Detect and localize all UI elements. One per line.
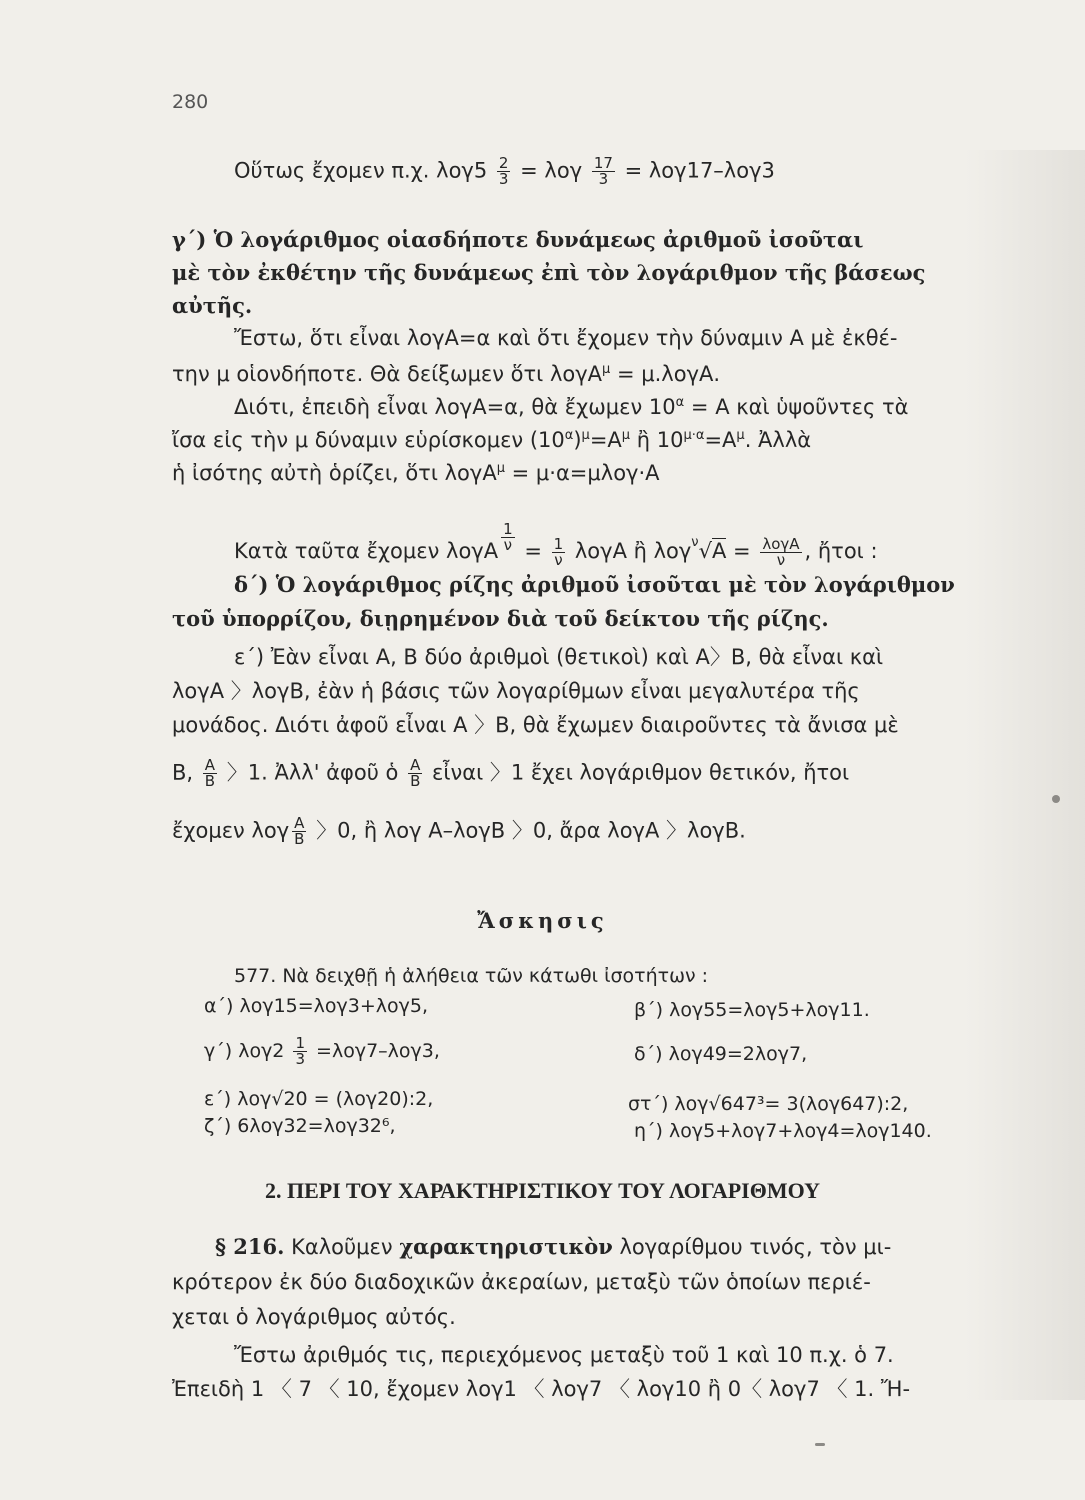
exercise-item-z: ζ΄) 6λογ32=λογ32⁶, (204, 1115, 396, 1137)
fraction: $\frac{A}{B}$ (410, 756, 421, 790)
ratio-line: Β, $\frac{A}{B}$ 〉1. Ἀλλ' ἀφοῦ ὁ $\frac{A}{B}$ εἶναι 〉1 ἔχει λογάριθμον θετικόν, ἤτοι (172, 756, 850, 790)
paragraph-216-line-5: Ἐπειδὴ 1 〈 7 〈 10, ἔχομεν λογ1 〈 λογ7 〈 λογ10 ἢ 0〈 λογ7 〈 1. Ἤ- (172, 1377, 911, 1401)
rule-gamma-line-3: αὐτῆς. (172, 293, 253, 318)
fraction: $\frac{2}{3}$ (498, 154, 509, 188)
paragraph-number: § 216. (215, 1234, 285, 1259)
root-log-formula: Κατὰ ταῦτα ἔχομεν λογΑ $\frac{1}{\nu}$ = $\frac{1}{\nu}$ λογΑ ἢ λογ$^\nu$√Α = $\frac{\text{λογΑ}}{\nu}$ , ἤτοι : (234, 520, 878, 569)
exercise-item-st: στ΄) λογ√647³= 3(λογ647):2, (628, 1093, 909, 1115)
fraction: $\frac{1}{3}$ (295, 1034, 305, 1068)
print-mark (815, 1443, 825, 1446)
proof-line: ἡ ἰσότης αὐτὴ ὁρίζει, ὅτι λογΑ$^\mu$ = μ·α=μλογ·Α (172, 461, 660, 485)
rule-delta-line-1: δ΄) Ὁ λογάριθμος ρίζης ἀριθμοῦ ἰσοῦται μὲ τὸν λογάριθμον (234, 572, 955, 597)
exercise-intro: 577. Νὰ δειχθῇ ἡ ἀλήθεια τῶν κάτωθι ἰσοτήτων : (234, 965, 709, 987)
fraction: $\frac{1}{\nu}$ (553, 534, 564, 569)
rule-delta-line-2: τοῦ ὑπορρίζου, διῃρημένον διὰ τοῦ δείκτου τῆς ρίζης. (172, 606, 829, 631)
page-number: 280 (172, 91, 209, 113)
page-bleed-shadow (965, 150, 1085, 1400)
exercise-heading: Ἄσκησις (477, 908, 608, 933)
exercise-item-h: η΄) λογ5+λογ7+λογ4=λογ140. (634, 1120, 932, 1142)
paragraph-216-line-3: χεται ὁ λογάριθμος αὐτός. (172, 1305, 456, 1329)
paragraph-216-line-1: § 216. Καλοῦμεν χαρακτηριστικὸν λογαρίθμου τινός, τὸν μι- (215, 1234, 892, 1259)
defined-term: χαρακτηριστικὸν (399, 1234, 613, 1259)
epsilon-line: ε΄) Ἐὰν εἶναι Α, Β δύο ἀριθμοὶ (θετικοὶ) καὶ Α〉Β, θὰ εἶναι καὶ (234, 645, 884, 669)
proof-line: την μ οἱονδήποτε. Θὰ δείξωμεν ὅτι λογΑ$^\mu$ = μ.λογΑ. (172, 362, 721, 386)
exercise-item-c: γ΄) λογ2 $\frac{1}{3}$ =λογ7–λογ3, (204, 1034, 440, 1068)
example-log-fraction: Οὕτως ἔχομεν π.χ. λογ5 $\frac{2}{3}$ = λογ $\frac{17}{3}$ = λογ17–λογ3 (234, 154, 775, 188)
fraction: $\frac{\text{λογΑ}}{\nu}$ (762, 534, 800, 569)
epsilon-line: μονάδος. Διότι ἀφοῦ εἶναι Α 〉Β, θὰ ἔχωμεν διαιροῦντες τὰ ἄνισα μὲ (172, 713, 899, 737)
print-mark (1052, 795, 1060, 803)
rule-gamma-line-1: γ΄) Ὁ λογάριθμος οἱασδήποτε δυνάμεως ἀριθμοῦ ἰσοῦται (172, 227, 864, 252)
ratio-conclusion-line: ἔχομεν λογ $\frac{A}{B}$ 〉0, ἢ λογ Α–λογΒ 〉0, ἄρα λογΑ 〉λογΒ. (172, 814, 746, 848)
rule-gamma-line-2: μὲ τὸν ἐκθέτην τῆς δυνάμεως ἐπὶ τὸν λογάριθμον τῆς βάσεως (172, 260, 926, 285)
exercise-item-e: ε΄) λογ√20 = (λογ20):2, (204, 1088, 434, 1110)
fraction: $\frac{A}{B}$ (294, 814, 305, 848)
fraction: $\frac{17}{3}$ (593, 154, 613, 188)
paragraph-216-line-2: κρότερον ἐκ δύο διαδοχικῶν ἀκεραίων, μεταξὺ τῶν ὁποίων περιέ- (172, 1270, 871, 1294)
proof-line: Ἔστω, ὅτι εἶναι λογΑ=α καὶ ὅτι ἔχομεν τὴν δύναμιν Α μὲ ἐκθέ- (234, 326, 898, 350)
exercise-item-d: δ΄) λογ49=2λογ7, (634, 1043, 808, 1065)
proof-line: Διότι, ἐπειδὴ εἶναι λογΑ=α, θὰ ἔχωμεν $10^\alpha = A$ καὶ ὑψοῦντες τὰ (234, 395, 909, 419)
fraction: $\frac{A}{B}$ (204, 756, 216, 790)
fraction-exponent: $\frac{1}{\nu}$ (503, 520, 513, 554)
section-title: 2. ΠΕΡΙ ΤΟΥ ΧΑΡΑΚΤΗΡΙΣΤΙΚΟΥ ΤΟΥ ΛΟΓΑΡΙΘΜΟΥ (264, 1178, 821, 1203)
exercise-item-b: β΄) λογ55=λογ5+λογ11. (634, 999, 870, 1021)
epsilon-line: λογΑ 〉λογΒ, ἐὰν ἡ βάσις τῶν λογαρίθμων εἶναι μεγαλυτέρα τῆς (172, 679, 860, 703)
proof-line: ἴσα εἰς τὴν μ δύναμιν εὑρίσκομεν $(10^\alpha)^\mu=A^\mu$ ἢ $10^{\mu\cdot\alpha}=A^\mu$. Ἀλλὰ (172, 428, 812, 452)
exercise-item-a: α΄) λογ15=λογ3+λογ5, (204, 995, 429, 1017)
paragraph-216-line-4: Ἔστω ἀριθμός τις, περιεχόμενος μεταξὺ τοῦ 1 καὶ 10 π.χ. ὁ 7. (234, 1343, 894, 1367)
